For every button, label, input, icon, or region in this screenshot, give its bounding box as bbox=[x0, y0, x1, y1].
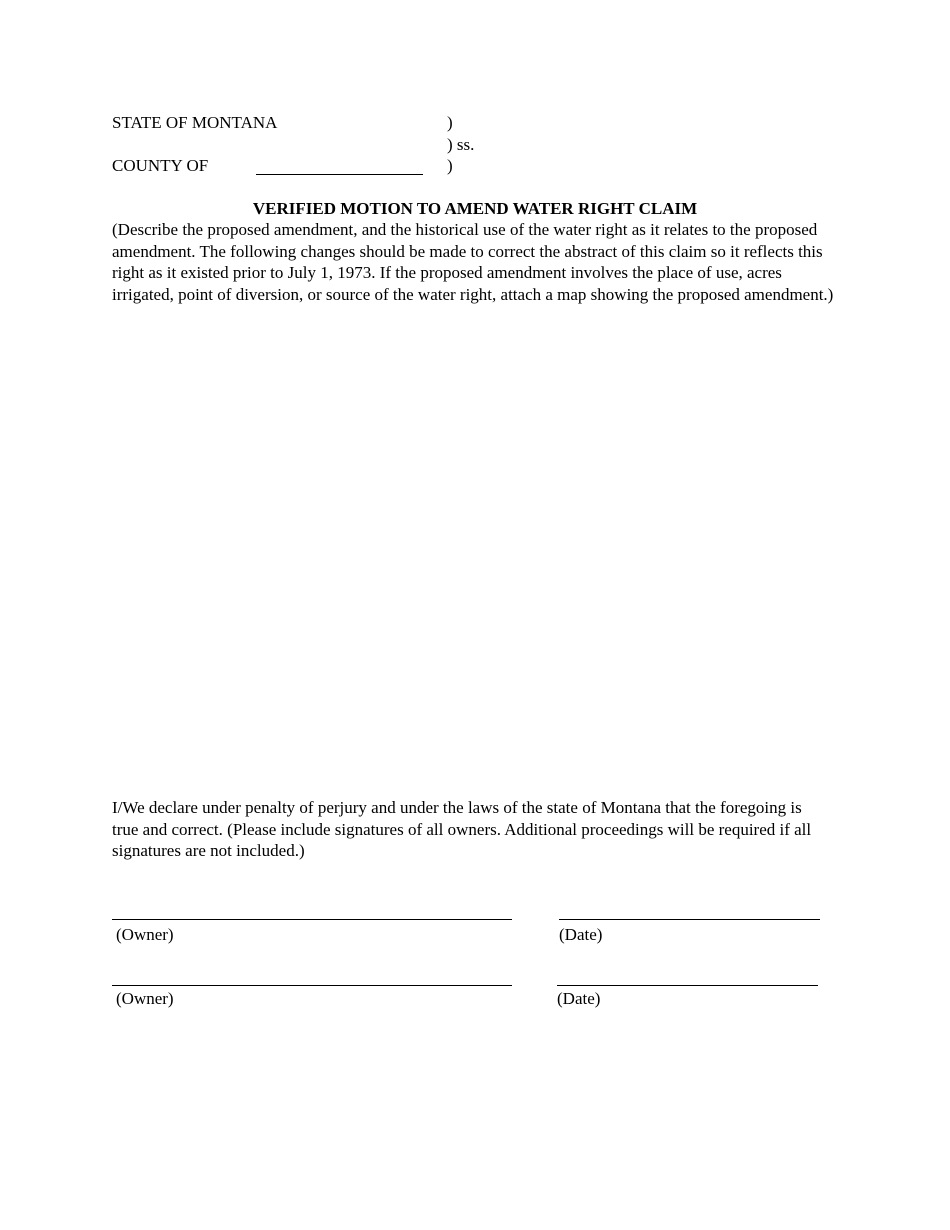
owner-signature-line[interactable] bbox=[112, 985, 512, 986]
date-line[interactable] bbox=[557, 985, 818, 986]
county-label: COUNTY OF bbox=[112, 156, 209, 175]
instructions-paragraph: (Describe the proposed amendment, and the historical use of the water right as it relates to the proposed amendment. The following changes should be made to correct the abstract of this claim so it reflects this right as it existed prior to July 1, 1973. If the proposed amendment involves the place of use, acres irrigated, point of diversion, or source of the water right, attach a map showing the proposed amendment.) bbox=[112, 220, 834, 304]
date-line[interactable] bbox=[559, 919, 820, 920]
bracket-ss: ) ss. bbox=[447, 135, 475, 154]
owner-label: (Owner) bbox=[116, 989, 174, 1008]
date-label: (Date) bbox=[557, 989, 601, 1008]
owner-label: (Owner) bbox=[116, 925, 174, 944]
amendment-description-area[interactable] bbox=[112, 340, 832, 780]
bracket-top: ) bbox=[447, 113, 453, 132]
county-blank-line[interactable] bbox=[256, 174, 423, 175]
date-label: (Date) bbox=[559, 925, 603, 944]
owner-signature-line[interactable] bbox=[112, 919, 512, 920]
state-label: STATE OF MONTANA bbox=[112, 113, 278, 132]
bracket-bottom: ) bbox=[447, 156, 453, 175]
declaration-paragraph: I/We declare under penalty of perjury and under the laws of the state of Montana that the foregoing is true and correct. (Please include signatures of all owners. Additional proceedings will be required if all signatures are not included.) bbox=[112, 798, 812, 860]
document-title: VERIFIED MOTION TO AMEND WATER RIGHT CLAIM bbox=[252, 199, 698, 218]
